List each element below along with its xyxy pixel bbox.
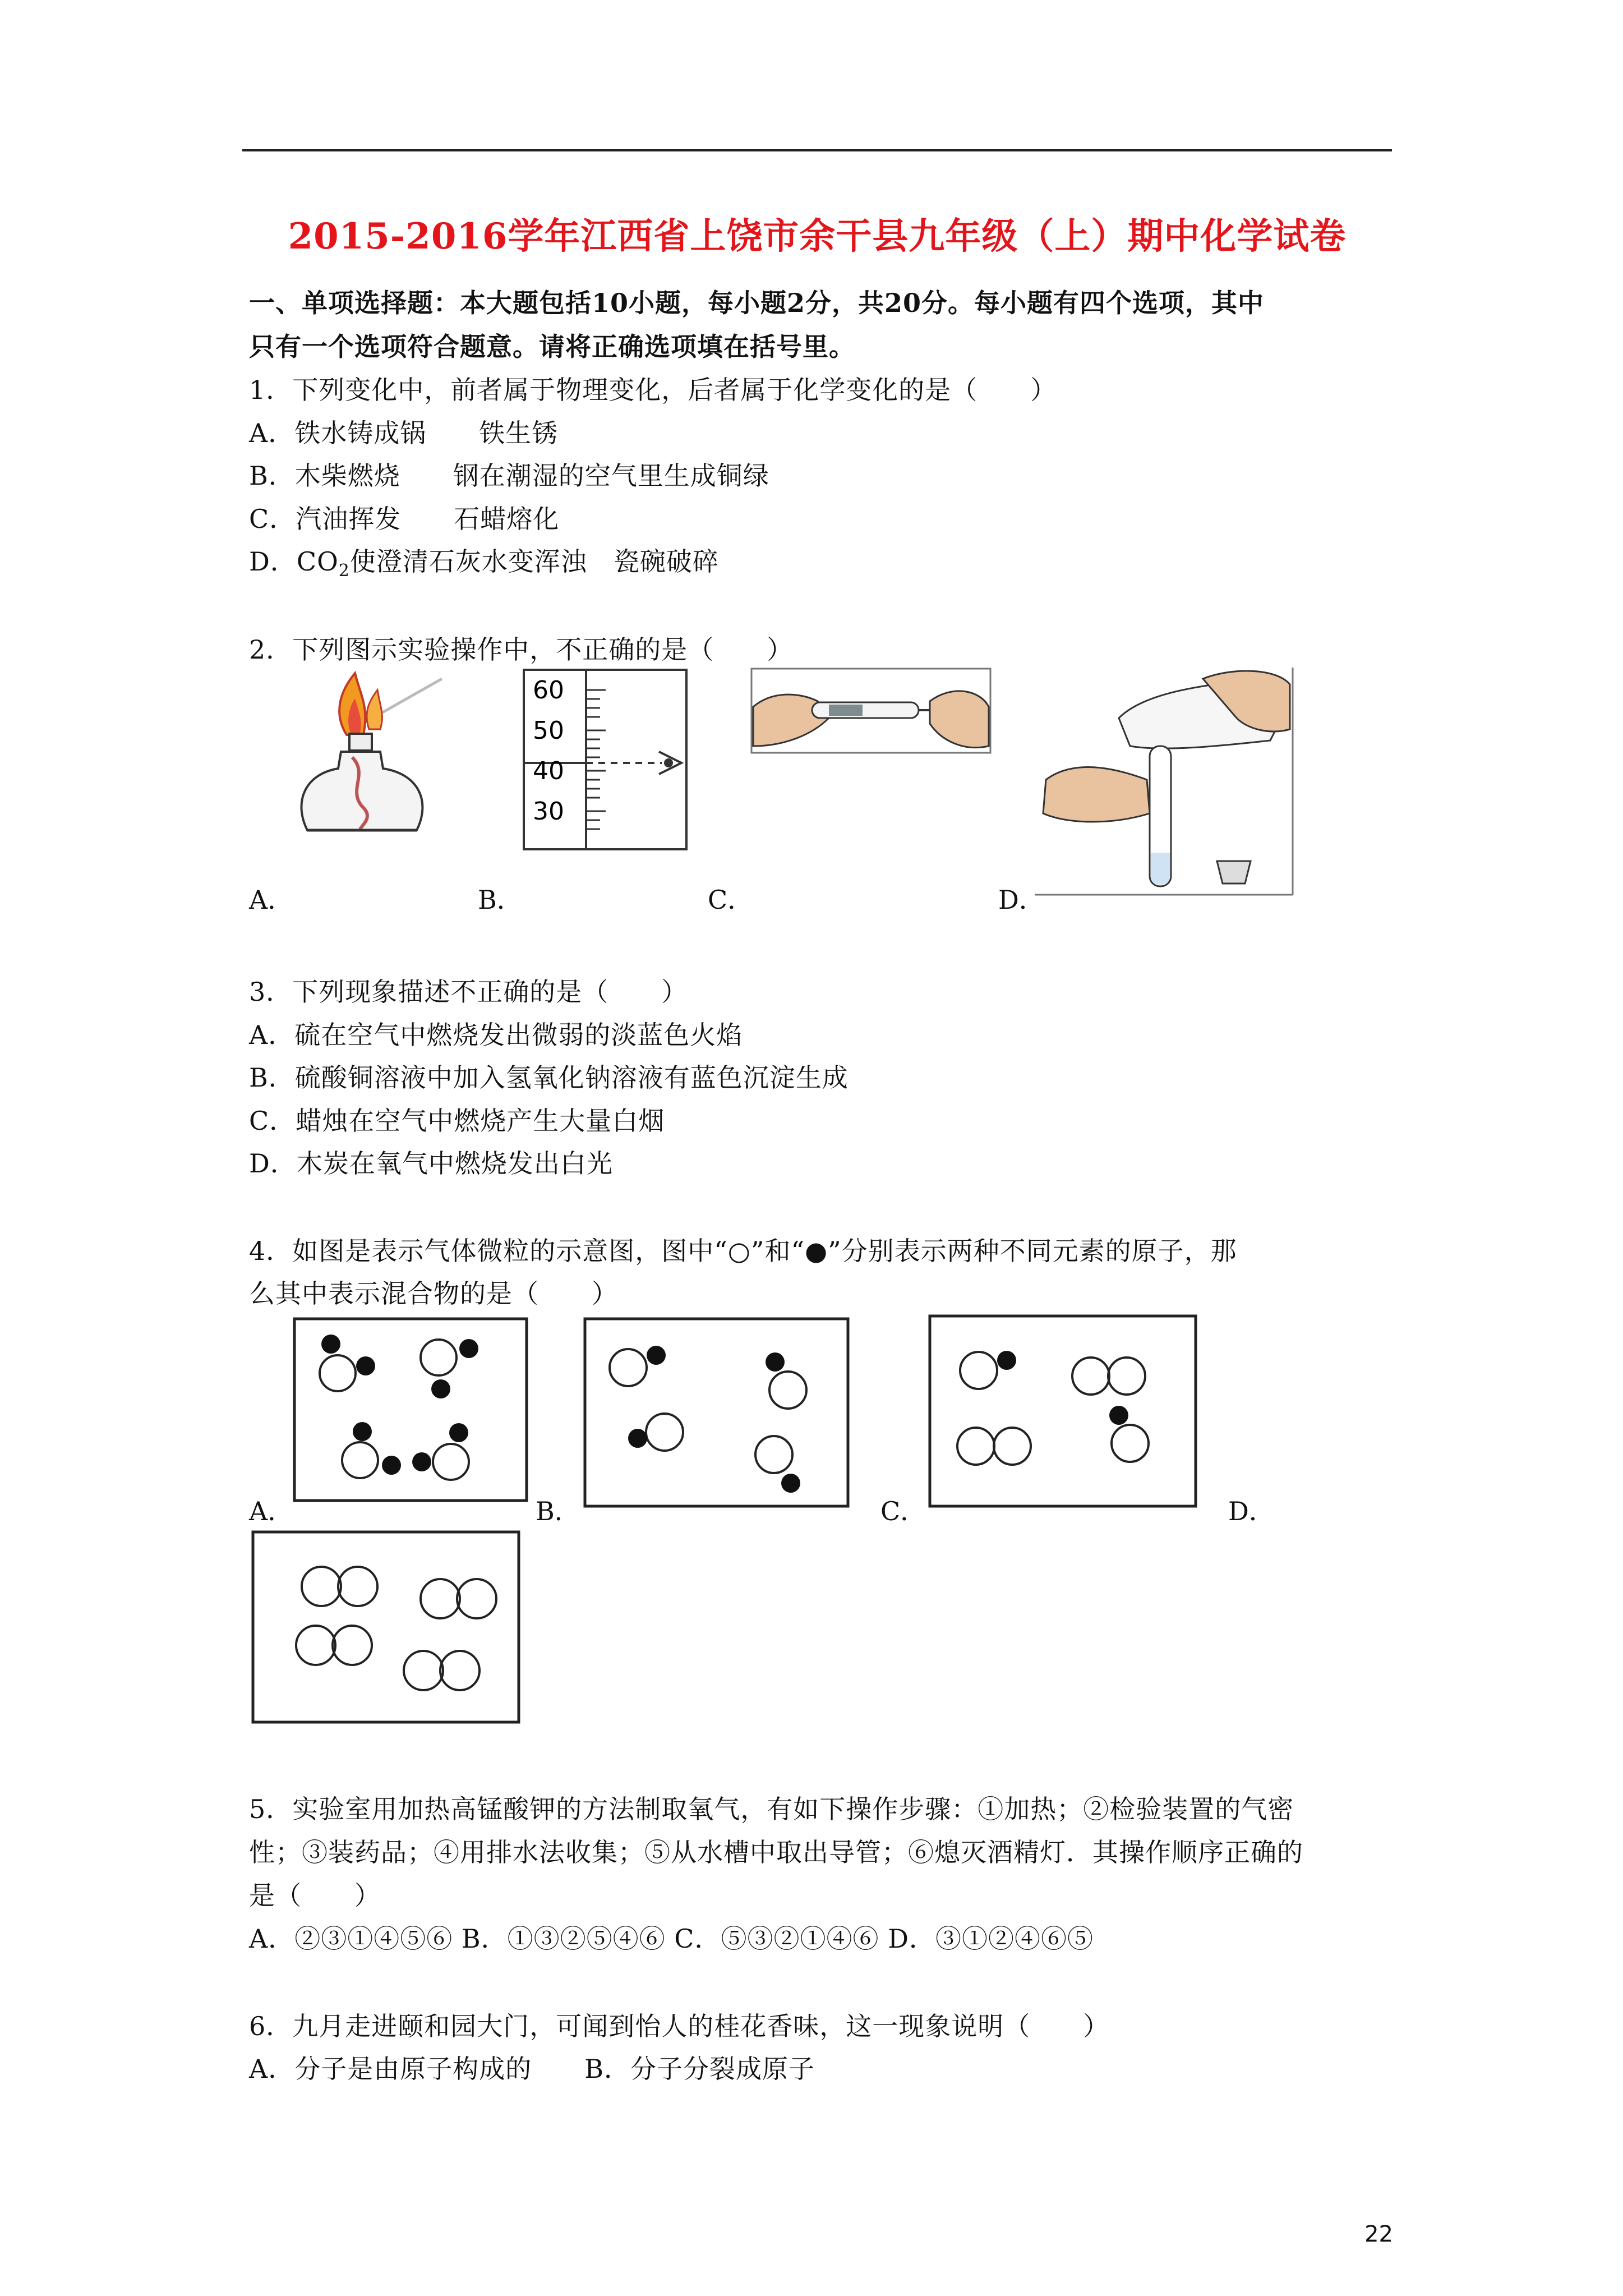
cylinder-tick-30: 30 xyxy=(533,797,564,826)
q1-option-d-pre: D．CO xyxy=(249,546,339,577)
q3-option-b: B．硫酸铜溶液中加入氢氧化钠溶液有蓝色沉淀生成 xyxy=(249,1062,849,1093)
q4-figure-b-particles xyxy=(583,1317,850,1508)
q2-label-b: B． xyxy=(478,885,523,915)
q6-options: A．分子是由原子构成的 B．分子分裂成原子 xyxy=(249,2054,815,2084)
q2-label-a: A． xyxy=(249,885,294,915)
q4-figure-c-particles xyxy=(928,1314,1197,1508)
page-number: 22 xyxy=(1364,2221,1393,2247)
q3-option-c: C．蜡烛在空气中燃烧产生大量白烟 xyxy=(249,1106,665,1136)
q4-stem-line2: 么其中表示混合物的是（ ） xyxy=(249,1278,618,1309)
q4-label-d: D． xyxy=(1228,1496,1275,1526)
q1-option-a: A．铁水铸成锅 铁生锈 xyxy=(249,418,559,448)
q4-stem-line1: 4．如图是表示气体微粒的示意图，图中“○”和“●”分别表示两种不同元素的原子，那 xyxy=(249,1236,1237,1266)
q3-option-d: D．木炭在氧气中燃烧发出白光 xyxy=(249,1148,613,1179)
q4-figure-a-particles xyxy=(293,1317,528,1502)
section-heading-line1: 一、单项选择题：本大题包括10小题，每小题2分，共20分。每小题有四个选项，其中 xyxy=(249,288,1265,318)
q2-label-d: D． xyxy=(998,885,1045,915)
q4-label-b: B． xyxy=(536,1496,580,1526)
cylinder-tick-40: 40 xyxy=(533,757,564,785)
q5-stem-line1: 5．实验室用加热高锰酸钾的方法制取氧气，有如下操作步骤：①加热；②检验装置的气密 xyxy=(249,1794,1294,1824)
q2-figure-d-pouring-liquid xyxy=(1035,668,1298,898)
q2-figure-a-alcohol-lamp xyxy=(285,668,448,853)
cylinder-tick-50: 50 xyxy=(533,716,564,745)
q3-option-a: A．硫在空气中燃烧发出微弱的淡蓝色火焰 xyxy=(249,1020,743,1050)
q2-figure-c-test-tube-hands xyxy=(750,668,992,757)
q5-stem-line2: 性；③装药品；④用排水法收集；⑤从水槽中取出导管；⑥熄灭酒精灯．其操作顺序正确的 xyxy=(249,1837,1303,1867)
q1-option-c: C．汽油挥发 石蜡熔化 xyxy=(249,504,560,534)
q4-label-a: A． xyxy=(249,1496,294,1526)
q2-stem: 2．下列图示实验操作中，不正确的是（ ） xyxy=(249,634,794,665)
q5-stem-line3: 是（ ） xyxy=(249,1880,381,1911)
q2-figure-b-graduated-cylinder xyxy=(522,668,690,853)
q1-stem: 1．下列变化中，前者属于物理变化，后者属于化学变化的是（ ） xyxy=(249,375,1057,405)
cylinder-tick-60: 60 xyxy=(533,676,564,705)
section-heading-line2: 只有一个选项符合题意。请将正确选项填在括号里。 xyxy=(249,332,855,362)
q4-figure-d-particles xyxy=(251,1530,520,1724)
q1-option-b: B．木柴燃烧 钢在潮湿的空气里生成铜绿 xyxy=(249,461,769,491)
q1-option-d-sub: 2 xyxy=(338,561,350,581)
q5-options: A．②③①④⑤⑥ B．①③②⑤④⑥ C．⑤③②①④⑥ D．③①②④⑥⑤ xyxy=(249,1924,1094,1954)
q1-option-d xyxy=(249,545,719,588)
q3-stem: 3．下列现象描述不正确的是（ ） xyxy=(249,977,688,1007)
q4-label-c: C． xyxy=(880,1496,926,1526)
header-rule xyxy=(242,149,1392,151)
q6-stem: 6．九月走进颐和园大门，可闻到怡人的桂花香味，这一现象说明（ ） xyxy=(249,2011,1110,2041)
q1-option-d-post: 使澄清石灰水变浑浊 瓷碗破碎 xyxy=(349,546,719,577)
q2-label-c: C． xyxy=(708,885,754,915)
exam-title: 2015-2016学年江西省上饶市余干县九年级（上）期中化学试卷 xyxy=(288,215,1347,257)
